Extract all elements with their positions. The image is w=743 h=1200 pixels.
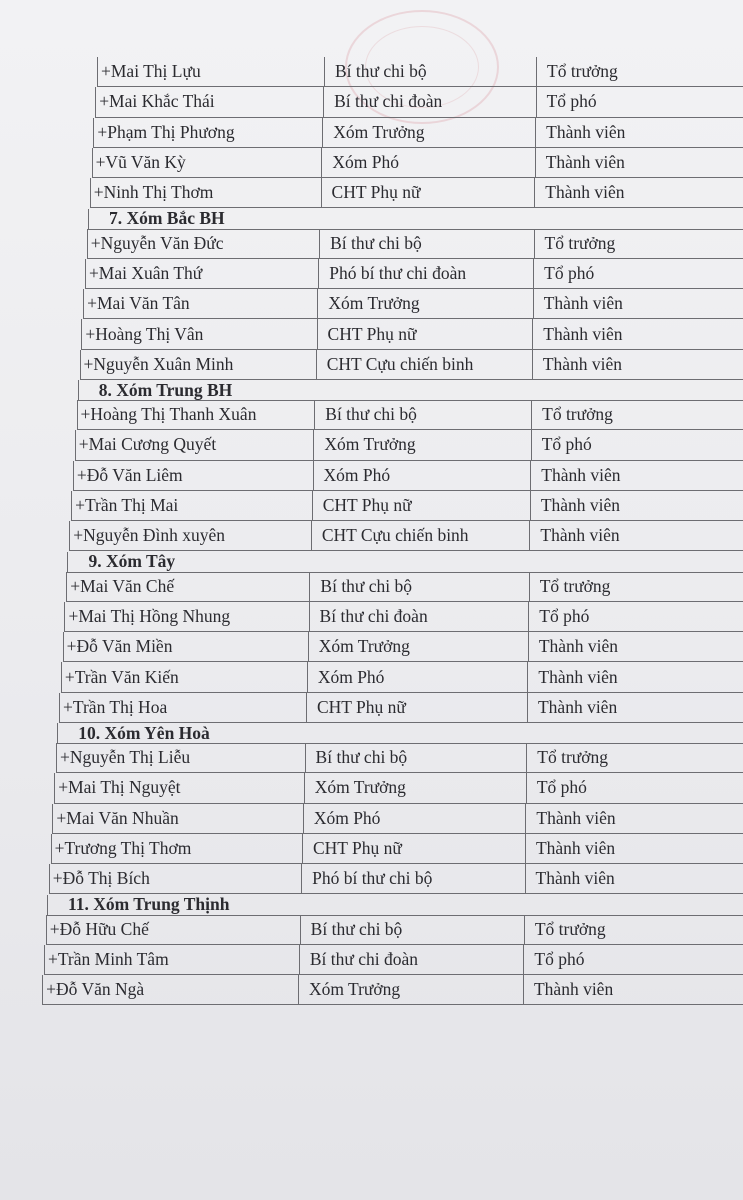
- member-row: [95, 87, 743, 117]
- member-name: +Trần Minh Tâm: [47, 948, 169, 969]
- member-role: Thành viên: [535, 118, 743, 147]
- member-position: CHT Phụ nữ: [317, 319, 533, 348]
- member-row: [61, 662, 743, 692]
- member-role: Tổ phó: [533, 259, 743, 288]
- member-name: +Hoàng Thị Vân: [85, 323, 204, 344]
- member-role: Thành viên: [533, 289, 743, 318]
- member-name: +Mai Thị Lựu: [101, 61, 201, 82]
- member-role: Thành viên: [532, 319, 743, 348]
- member-name: +Mai Xuân Thứ: [88, 262, 203, 283]
- member-name: +Nguyễn Thị Liễu: [60, 747, 191, 768]
- member-role: Thành viên: [527, 662, 743, 691]
- member-name: +Vũ Văn Kỳ: [95, 152, 186, 173]
- member-position: CHT Cựu chiến binh: [311, 521, 530, 550]
- member-role: Tổ trưởng: [531, 400, 743, 429]
- member-name: +Trương Thị Thơm: [54, 838, 192, 859]
- member-role: Tổ phó: [531, 430, 743, 459]
- member-role: Thành viên: [527, 693, 743, 722]
- member-name: +Đỗ Thị Bích: [52, 868, 150, 889]
- member-row: [64, 602, 743, 632]
- member-position: Bí thư chi đoàn: [299, 945, 524, 974]
- member-row: [77, 400, 743, 430]
- member-name: +Mai Văn Chế: [70, 575, 175, 596]
- member-role: Tổ phó: [528, 602, 743, 631]
- member-role: Tổ trưởng: [526, 743, 743, 772]
- member-row: [63, 632, 743, 662]
- member-role: Thành viên: [525, 864, 743, 893]
- member-name: +Trần Thị Mai: [75, 495, 179, 516]
- section-heading: 9. Xóm Tây: [88, 551, 176, 571]
- member-name: +Ninh Thị Thơm: [93, 182, 214, 203]
- member-role: Tổ trưởng: [536, 57, 743, 86]
- member-position: Xóm Phó: [303, 804, 526, 833]
- member-row: [87, 229, 743, 259]
- member-row: [54, 773, 743, 803]
- member-role: Tổ trưởng: [529, 572, 743, 601]
- member-position: Phó bí thư chi bộ: [301, 864, 524, 893]
- member-role: Tổ phó: [536, 87, 743, 116]
- member-name: +Mai Cương Quyết: [78, 434, 217, 455]
- member-row: [92, 148, 743, 178]
- member-role: Thành viên: [530, 461, 743, 490]
- member-row: [85, 259, 743, 289]
- section-heading-row: [78, 380, 743, 401]
- member-name: +Đỗ Văn Miền: [66, 636, 173, 657]
- member-name: +Hoàng Thị Thanh Xuân: [80, 404, 257, 425]
- member-row: [44, 945, 743, 975]
- member-position: Bí thư chi bộ: [305, 743, 527, 772]
- member-name: +Mai Thị Nguyệt: [58, 777, 181, 798]
- member-role: Tổ trưởng: [534, 229, 743, 258]
- member-name: +Nguyễn Văn Đức: [90, 232, 224, 253]
- member-role: Thành viên: [525, 834, 743, 863]
- member-role: Thành viên: [530, 491, 743, 520]
- member-row: [52, 804, 743, 834]
- member-position: CHT Phụ nữ: [302, 834, 525, 863]
- member-role: Thành viên: [525, 804, 743, 833]
- member-position: Bí thư chi đoàn: [309, 602, 529, 631]
- section-heading-row: [67, 552, 743, 573]
- member-position: CHT Phụ nữ: [306, 693, 527, 722]
- member-name: +Trần Văn Kiến: [64, 666, 179, 687]
- section-heading: 11. Xóm Trung Thịnh: [67, 894, 230, 914]
- member-name: +Phạm Thị Phương: [97, 121, 235, 142]
- member-row: [42, 975, 743, 1005]
- member-row: [75, 430, 743, 460]
- member-position: Bí thư chi bộ: [324, 57, 536, 86]
- member-role: Tổ phó: [523, 945, 743, 974]
- member-position: Xóm Trưởng: [322, 118, 535, 147]
- member-position: Xóm Trưởng: [298, 975, 523, 1004]
- member-row: [49, 864, 743, 894]
- member-position: CHT Phụ nữ: [312, 491, 530, 520]
- member-position: Xóm Phó: [321, 148, 534, 177]
- member-row: [59, 693, 743, 723]
- member-row: [97, 57, 743, 87]
- member-role: Thành viên: [523, 975, 743, 1004]
- section-heading: 10. Xóm Yên Hoà: [78, 722, 210, 743]
- member-name: +Mai Văn Nhuần: [56, 807, 179, 828]
- member-row: [66, 572, 743, 602]
- member-row: [71, 491, 743, 521]
- section-heading-row: [57, 723, 743, 744]
- member-position: Bí thư chi bộ: [300, 915, 524, 944]
- member-row: [46, 915, 743, 945]
- member-name: +Nguyễn Đình xuyên: [73, 525, 226, 546]
- member-row: [73, 461, 743, 491]
- member-position: Bí thư chi đoàn: [323, 87, 535, 116]
- section-heading-row: [47, 895, 743, 916]
- member-position: Bí thư chi bộ: [319, 229, 533, 258]
- member-role: Thành viên: [528, 632, 743, 661]
- member-name: +Đỗ Hữu Chế: [49, 918, 149, 939]
- member-row: [80, 350, 743, 380]
- member-role: Tổ trưởng: [524, 915, 743, 944]
- member-row: [93, 118, 743, 148]
- member-role: Thành viên: [529, 521, 743, 550]
- member-position: Xóm Trưởng: [317, 289, 532, 318]
- member-name: +Mai Văn Tân: [87, 293, 190, 314]
- member-role: Thành viên: [534, 178, 743, 207]
- member-name: +Nguyễn Xuân Minh: [83, 353, 234, 374]
- member-name: +Mai Thị Hồng Nhung: [68, 605, 231, 626]
- member-row: [69, 521, 743, 551]
- member-name: +Đỗ Văn Ngà: [46, 979, 145, 1000]
- member-name: +Đỗ Văn Liêm: [76, 464, 183, 485]
- member-position: Xóm Trưởng: [304, 773, 526, 802]
- member-name: +Trần Thị Hoa: [63, 696, 168, 717]
- section-heading: 8. Xóm Trung BH: [98, 379, 233, 400]
- member-row: [90, 178, 743, 208]
- member-name: +Mai Khắc Thái: [99, 91, 215, 112]
- section-heading-row: [88, 209, 743, 230]
- member-position: Bí thư chi bộ: [314, 400, 531, 429]
- member-role: Thành viên: [532, 350, 743, 379]
- member-position: Xóm Phó: [313, 461, 531, 490]
- member-position: Xóm Trưởng: [308, 632, 528, 661]
- member-row: [83, 289, 743, 319]
- member-position: Xóm Phó: [307, 662, 528, 691]
- member-position: Bí thư chi bộ: [309, 572, 528, 601]
- member-position: CHT Phụ nữ: [321, 178, 535, 207]
- member-row: [56, 743, 743, 773]
- section-heading: 7. Xóm Bắc BH: [108, 208, 225, 228]
- member-role: Tổ phó: [526, 773, 743, 802]
- member-position: Phó bí thư chi đoàn: [318, 259, 533, 288]
- member-position: Xóm Trưởng: [313, 430, 530, 459]
- member-row: [81, 319, 743, 349]
- member-position: CHT Cựu chiến binh: [316, 350, 532, 379]
- member-row: [51, 834, 743, 864]
- member-role: Thành viên: [535, 148, 743, 177]
